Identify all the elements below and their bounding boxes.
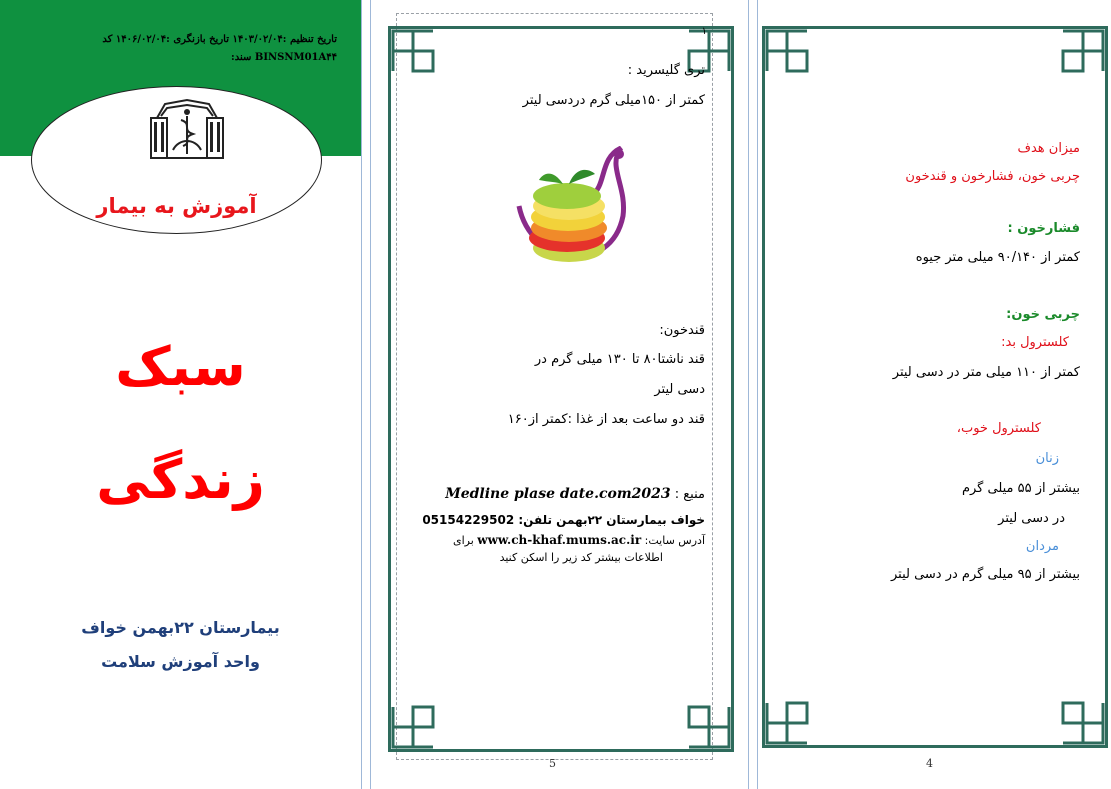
document-code: BINSNM01A۴۴ سند: [231, 52, 337, 63]
website-url[interactable]: www.ch-khaf.mums.ac.ir [477, 533, 642, 547]
triglyceride-value: کمتر از ۱۵۰میلی گرم دردسی لیتر [522, 93, 705, 108]
men-label: مردان [1025, 539, 1059, 554]
postprandial-sugar-value: قند دو ساعت بعد از غذا :کمتر از۱۶۰ [507, 412, 705, 427]
page-5 [370, 0, 749, 789]
blood-lipid-heading: چربی خون: [1006, 307, 1080, 322]
patient-education-title: آموزش به بیمار [96, 194, 257, 218]
scan-note: اطلاعات بیشتر کد زیر را اسکن کنید [499, 551, 663, 564]
university-logo [143, 98, 231, 170]
women-hdl-value: بیشتر از ۵۵ میلی گرم [961, 481, 1080, 496]
contact-info: خواف بیمارستان ۲۲بهمن تلفن: 05154229502 [422, 513, 705, 527]
corner-ornament-bottom-right [1061, 701, 1105, 745]
women-label: زنان [1035, 451, 1059, 466]
document-dates: تاریخ تنظیم :۱۴۰۳/۰۲/۰۴ تاریخ بازنگری :۱۴۰۶/۰۲/۰۴ کد [102, 34, 337, 45]
website-suffix: برای [452, 534, 474, 547]
lifestyle-title-line2: زندگی [96, 448, 265, 511]
blood-pressure-heading: فشارخون : [1007, 221, 1080, 236]
cover-page [0, 0, 362, 789]
page-number: 5 [549, 757, 556, 770]
source-label: منبع : [674, 487, 705, 502]
corner-ornament-bottom-left [765, 701, 809, 745]
blood-pressure-value: کمتر از ۹۰/۱۴۰ میلی متر جیوه [915, 250, 1080, 265]
corner-ornament-top-left [765, 29, 809, 73]
ldl-value: کمتر از ۱۱۰ میلی متر در دسی لیتر [892, 365, 1080, 380]
source-value: Medline plase date.com2023 [445, 486, 671, 502]
blood-sugar-heading: قندخون: [659, 323, 705, 338]
source-line [445, 486, 705, 502]
triglyceride-heading: تری گلیسرید : [627, 63, 705, 78]
corner-ornament-top-left [391, 29, 435, 73]
target-heading: میزان هدف [1017, 141, 1080, 156]
men-hdl-value: بیشتر از ۹۵ میلی گرم در دسی لیتر [890, 567, 1080, 582]
corner-mark: ۱ [701, 26, 707, 37]
fasting-sugar-value: قند ناشتا۸۰ تا ۱۳۰ میلی گرم در [534, 352, 705, 367]
hospital-name: بیمارستان ۲۲بهمن خواف [81, 618, 280, 637]
corner-ornament-top-right [1061, 29, 1105, 73]
page-4 [757, 0, 1111, 789]
target-subheading: چربی خون، فشارخون و قندخون [905, 169, 1080, 184]
page-number: 4 [926, 757, 933, 770]
ldl-heading: کلسترول بد: [1001, 335, 1069, 350]
hdl-heading: کلسترول خوب، [956, 421, 1041, 436]
page-4-frame [762, 26, 1108, 748]
women-hdl-unit: در دسی لیتر [998, 511, 1065, 526]
website-label: آدرس سایت: [644, 534, 705, 547]
health-education-unit: واحد آموزش سلامت [101, 652, 260, 671]
website-line [453, 533, 705, 547]
corner-ornament-bottom-right [687, 705, 731, 749]
fasting-sugar-unit: دسی لیتر [654, 382, 705, 397]
lifestyle-title-line1: سبک [115, 335, 246, 398]
corner-ornament-bottom-left [391, 705, 435, 749]
fruit-slices-illustration [511, 146, 631, 276]
